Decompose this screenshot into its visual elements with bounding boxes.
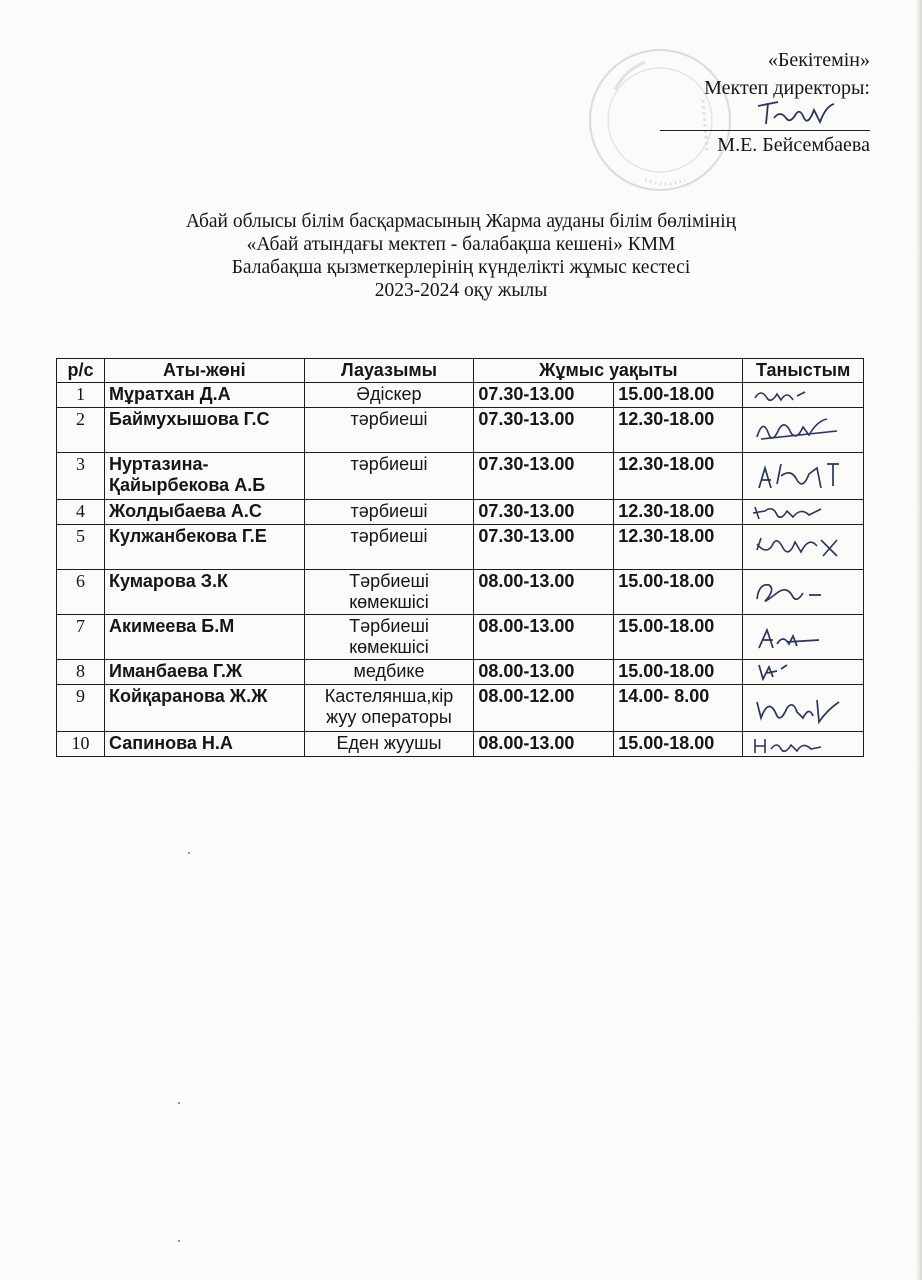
row-num: 7 — [57, 615, 105, 660]
row-time-1: 07.30-13.00 — [474, 408, 614, 453]
row-name: Кумарова З.К — [105, 570, 305, 615]
heading-line-3: Балабақша қызметкерлерінің күнделікті жұмыс кестесі — [231, 257, 691, 278]
row-time-2: 15.00-18.00 — [614, 383, 743, 408]
row-name: Иманбаева Г.Ж — [105, 660, 305, 685]
table-row — [57, 408, 864, 453]
director-name: М.Е. Бейсембаева — [717, 134, 870, 156]
table-row — [57, 732, 864, 757]
row-time-2: 15.00-18.00 — [614, 732, 743, 757]
row-position: тәрбиеші — [304, 453, 474, 500]
director-title: Мектеп директоры: — [704, 77, 870, 99]
row-name: Мұратхан Д.А — [105, 383, 305, 408]
row-signature — [743, 408, 864, 453]
table-row — [57, 525, 864, 570]
director-signature — [750, 96, 840, 130]
row-signature — [743, 525, 864, 570]
heading-line-4: 2023-2024 оқу жылы — [374, 280, 548, 301]
row-name: Акимеева Б.М — [105, 615, 305, 660]
header-num: р/с — [57, 359, 105, 383]
row-position: тәрбиеші — [304, 525, 474, 570]
speck — [188, 852, 190, 854]
row-time-1: 08.00-13.00 — [474, 570, 614, 615]
table-row — [57, 383, 864, 408]
row-num: 3 — [57, 453, 105, 500]
table-row — [57, 615, 864, 660]
row-time-2: 12.30-18.00 — [614, 453, 743, 500]
row-signature — [743, 615, 864, 660]
heading-line-1: Абай облысы білім басқармасының Жарма ауданы білім бөлімінің — [185, 211, 737, 232]
row-position: тәрбиеші — [304, 408, 474, 453]
row-signature — [743, 570, 864, 615]
row-time-2: 15.00-18.00 — [614, 570, 743, 615]
row-position: Тәрбиеші көмекшісі — [304, 615, 474, 660]
row-num: 1 — [57, 383, 105, 408]
table-header-row — [57, 359, 864, 383]
page-edge-shadow — [916, 0, 922, 1280]
table-row — [57, 453, 864, 500]
table-row — [57, 685, 864, 732]
schedule-table — [56, 358, 864, 757]
row-position: Кастелянша,кір жуу операторы — [304, 685, 474, 732]
row-signature — [743, 732, 864, 757]
row-time-2: 12.30-18.00 — [614, 525, 743, 570]
row-name: Койқаранова Ж.Ж — [105, 685, 305, 732]
table-row — [57, 570, 864, 615]
director-signature-line — [660, 102, 870, 131]
approval-block — [630, 46, 870, 159]
header-name: Аты-жөні — [105, 359, 305, 383]
row-position: Еден жуушы — [304, 732, 474, 757]
row-num: 4 — [57, 500, 105, 525]
header-work-time: Жұмыс уақыты — [474, 359, 743, 383]
row-time-2: 12.30-18.00 — [614, 408, 743, 453]
row-time-1: 08.00-13.00 — [474, 615, 614, 660]
row-time-2: 12.30-18.00 — [614, 500, 743, 525]
row-name: Нуртазина-Қайырбекова А.Б — [105, 453, 305, 500]
row-time-2: 15.00-18.00 — [614, 660, 743, 685]
row-signature — [743, 685, 864, 732]
row-name: Кулжанбекова Г.Е — [105, 525, 305, 570]
row-num: 2 — [57, 408, 105, 453]
row-num: 5 — [57, 525, 105, 570]
row-name: Жолдыбаева А.С — [105, 500, 305, 525]
row-name: Сапинова Н.А — [105, 732, 305, 757]
table-row — [57, 500, 864, 525]
header-position: Лауазымы — [304, 359, 474, 383]
approval-label: «Бекітемін» — [767, 49, 870, 71]
row-num: 6 — [57, 570, 105, 615]
row-position: Тәрбиеші көмекшісі — [304, 570, 474, 615]
row-time-1: 07.30-13.00 — [474, 453, 614, 500]
row-num: 9 — [57, 685, 105, 732]
row-num: 10 — [57, 732, 105, 757]
row-time-1: 07.30-13.00 — [474, 525, 614, 570]
heading-line-2: «Абай атындағы мектеп - балабақша кешені» КММ — [246, 234, 676, 255]
row-position: медбике — [304, 660, 474, 685]
document-heading — [0, 210, 922, 302]
row-time-1: 07.30-13.00 — [474, 500, 614, 525]
row-time-1: 08.00-12.00 — [474, 685, 614, 732]
row-time-1: 08.00-13.00 — [474, 660, 614, 685]
row-time-1: 08.00-13.00 — [474, 732, 614, 757]
row-time-2: 14.00- 8.00 — [614, 685, 743, 732]
table-row — [57, 660, 864, 685]
header-acknowledged: Таныстым — [743, 359, 864, 383]
row-num: 8 — [57, 660, 105, 685]
row-time-1: 07.30-13.00 — [474, 383, 614, 408]
row-signature — [743, 383, 864, 408]
speck — [178, 1102, 180, 1104]
row-position: Әдіскер — [304, 383, 474, 408]
row-signature — [743, 500, 864, 525]
row-signature — [743, 453, 864, 500]
speck — [178, 1240, 180, 1242]
row-name: Баймухышова Г.С — [105, 408, 305, 453]
row-signature — [743, 660, 864, 685]
row-time-2: 15.00-18.00 — [614, 615, 743, 660]
row-position: тәрбиеші — [304, 500, 474, 525]
